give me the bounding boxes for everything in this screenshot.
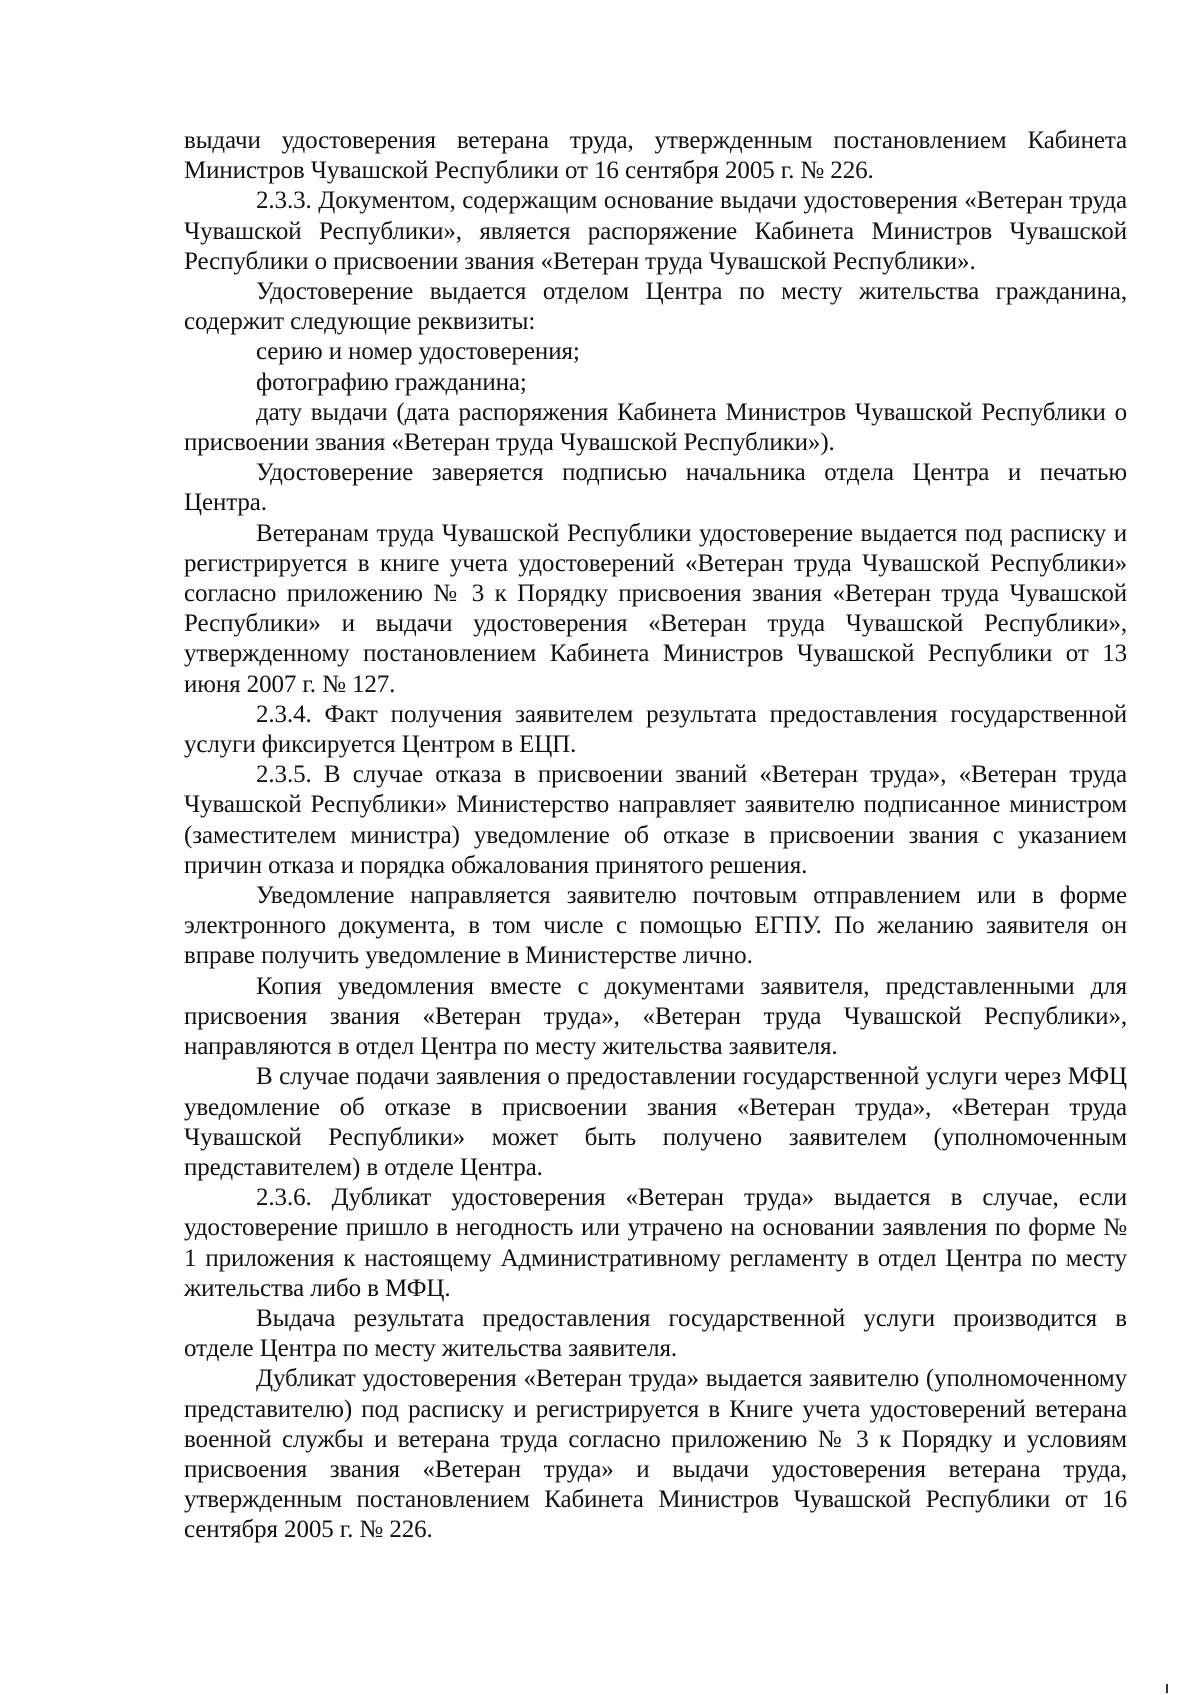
paragraph-certificate-issued: Удостоверение выдается отделом Центра по месту жительства гражданина, содержит следующие реквизиты: [184, 278, 1127, 336]
list-item-series-number: серию и номер удостоверения; [256, 338, 580, 366]
paragraph-2-3-6: 2.3.6. Дубликат удостоверения «Ветеран труда» выдается в случае, если удостоверение пришло в негодность или утрачено на основании заявления по форме № 1 приложения к настоящему Административному регламенту в отдел Центра по месту жительства либо в МФЦ. [184, 1184, 1127, 1302]
list-item-issue-date: дату выдачи (дата распоряжения Кабинета Министров Чувашской Республики о присвоении звания «Ветеран труда Чувашской Республики»). [184, 398, 1127, 457]
paragraph-duplicate-issued: Дубликат удостоверения «Ветеран труда» выдается заявителю (уполномоченному представителю) под расписку и регистрируется в Книге учета удостоверений ветерана военной службы и ветерана труда согласно приложению № 3 к Порядку и условиям присвоения звания «Ветеран труда» и выдачи удостоверения ветерана труда, утвержденным постановлением Кабинета Министров Чувашской Республики от 16 сентября 2005 г. № 226. [184, 1365, 1127, 1544]
paragraph-veterans-receipt: Ветеранам труда Чувашской Республики удостоверение выдается под расписку и регистрируется в книге учета удостоверений «Ветеран труда Чувашской Республики» согласно приложению № 3 к Порядку присвоения звания «Ветеран труда Чувашской Республики» и выдачи удостоверения «Ветеран труда Чувашской Республики», утвержденному постановлением Кабинета Министров Чувашской Республики от 13 июня 2007 г. № 127. [184, 519, 1127, 698]
paragraph-2-3-4: 2.3.4. Факт получения заявителем результата предоставления государственной услуги фиксируется Центром в ЕЦП. [184, 700, 1127, 759]
paragraph-certificate-signed: Удостоверение заверяется подписью начальника отдела Центра и печатью Центра. [184, 459, 1127, 517]
paragraph-result-issued: Выдача результата предоставления государственной услуги производится в отделе Центра по месту жительства заявителя. [184, 1304, 1127, 1363]
paragraph-notification-sent: Уведомление направляется заявителю почтовым отправлением или в форме электронного документа, в том числе с помощью ЕГПУ. По желанию заявителя он вправе получить уведомление в Министерстве лично. [184, 882, 1127, 970]
paragraph-mfc-case: В случае подачи заявления о предоставлении государственной услуги через МФЦ уведомление об отказе в присвоении звания «Ветеран труда», «Ветеран труда Чувашской Республики» может быть получено заявителем (уполномоченным представителем) в отделе Центра. [184, 1063, 1127, 1181]
document-body [184, 126, 1127, 1546]
list-item-photo: фотографию гражданина; [256, 368, 527, 396]
paragraph-notification-copy: Копия уведомления вместе с документами заявителя, представленными для присвоения звания «Ветеран труда», «Ветеран труда Чувашской Республики», направляются в отдел Центра по месту жительства заявителя. [184, 972, 1127, 1061]
scan-speck [1166, 1684, 1168, 1693]
paragraph-2-3-5: 2.3.5. В случае отказа в присвоении званий «Ветеран труда», «Ветеран труда Чувашской Республики» Министерство направляет заявителю подписанное министром (заместителем министра) уведомление об отказе в присвоении звания с указанием причин отказа и порядка обжалования принятого решения. [184, 761, 1127, 879]
paragraph-2-3-3: 2.3.3. Документом, содержащим основание выдачи удостоверения «Ветеран труда Чувашской Республики», является распоряжение Кабинета Министров Чувашской Республики о присвоении звания «Ветеран труда Чувашской Республики». [184, 187, 1127, 275]
paragraph-continuation: выдачи удостоверения ветерана труда, утвержденным постановлением Кабинета Министров Чувашской Республики от 16 сентября 2005 г. № 226. [184, 127, 1127, 185]
